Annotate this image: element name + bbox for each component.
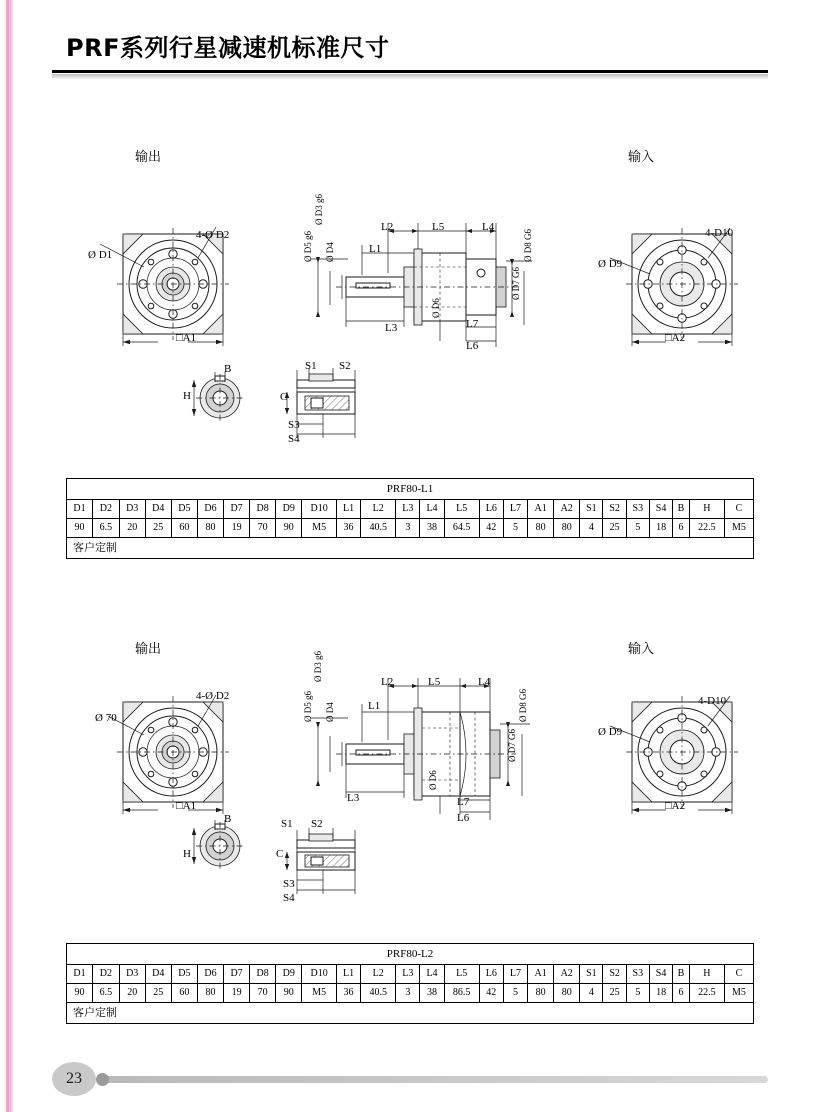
figure-bottom-s2-label: S2 xyxy=(311,818,323,830)
figure-bottom-a1-label: □A1 xyxy=(176,800,197,812)
figure-top-s4-label: S4 xyxy=(288,433,300,445)
column-header: S1 xyxy=(580,965,603,984)
figure-bottom-l7-label: L7 xyxy=(457,796,470,808)
table-cell: 60 xyxy=(171,984,197,1003)
table-cell: 18 xyxy=(649,519,672,538)
table-prf80-l2-caption: PRF80-L2 xyxy=(67,944,754,965)
figure-top-a2-label: □A2 xyxy=(665,332,686,344)
column-header: L5 xyxy=(444,965,479,984)
table-cell: 80 xyxy=(197,519,223,538)
table-cell: 6.5 xyxy=(93,519,120,538)
figure-bottom-d2-label: 4-Ø D2 xyxy=(196,690,230,702)
table-cell: 38 xyxy=(420,519,444,538)
column-header: D6 xyxy=(197,500,223,519)
table-cell: M5 xyxy=(724,984,753,1003)
table-prf80-l2-columns xyxy=(67,965,754,984)
figure-top-key-end-view xyxy=(182,370,252,430)
figure-bottom-l1-label: L1 xyxy=(368,700,381,712)
column-header: D9 xyxy=(276,500,302,519)
table-cell: 6 xyxy=(673,984,690,1003)
table-prf80-l1-caption-row xyxy=(67,479,754,500)
figure-top-d9-label: Ø D9 xyxy=(598,258,623,270)
table-cell: 20 xyxy=(119,519,145,538)
figure-top-h-label: H xyxy=(183,390,191,402)
print-edge-line xyxy=(6,0,9,1112)
figure-bottom-a2-label: □A2 xyxy=(665,800,686,812)
table-cell: 18 xyxy=(649,984,672,1003)
table-cell: 5 xyxy=(626,984,649,1003)
figure-bottom-h-label: H xyxy=(183,848,191,860)
figure-bottom-d8-label: Ø D8 G6 xyxy=(518,689,528,722)
table-prf80-l2-caption-row xyxy=(67,944,754,965)
figure-top-d2-label: 4-Ø D2 xyxy=(196,229,230,241)
table-cell: M5 xyxy=(302,519,337,538)
figure-bottom-d7-label: Ø D7 G6 xyxy=(507,729,517,762)
column-header: S1 xyxy=(580,500,603,519)
table-cell: 25 xyxy=(603,519,626,538)
table-prf80-l1-head xyxy=(67,479,754,519)
table-cell: 86.5 xyxy=(444,984,479,1003)
table-cell: 5 xyxy=(626,519,649,538)
figure-bottom-d3-label: Ø D3 g6 xyxy=(313,651,323,682)
column-header: A2 xyxy=(554,500,580,519)
table-note-row xyxy=(67,1003,754,1024)
figure-top-s1-label: S1 xyxy=(305,360,317,372)
column-header: D10 xyxy=(302,500,337,519)
column-header: L7 xyxy=(503,965,527,984)
column-header: D3 xyxy=(119,500,145,519)
figure-bottom-l6-label: L6 xyxy=(457,812,470,824)
table-cell: 42 xyxy=(479,519,503,538)
column-header: D1 xyxy=(67,965,93,984)
page-title: PRF系列行星减速机标准尺寸 xyxy=(66,34,390,62)
table-cell: 70 xyxy=(250,519,276,538)
table-prf80-l2-body xyxy=(67,984,754,1024)
figure-top-l2-label: L2 xyxy=(381,221,394,233)
table-cell: M5 xyxy=(302,984,337,1003)
table-cell: 4 xyxy=(580,519,603,538)
column-header: A2 xyxy=(554,965,580,984)
table-cell: 25 xyxy=(603,984,626,1003)
figure-top-l5-label: L5 xyxy=(432,221,445,233)
column-header: H xyxy=(689,500,724,519)
figure-top-d4-label: Ø D4 xyxy=(325,242,335,262)
figure-top-input-label: 输入 xyxy=(628,150,655,165)
table-cell: 70 xyxy=(250,984,276,1003)
title-divider xyxy=(52,70,768,73)
column-header: D3 xyxy=(119,965,145,984)
figure-bottom-l3-label: L3 xyxy=(347,792,360,804)
figure-top-d7-label: Ø D7 G6 xyxy=(511,267,521,300)
table-cell: 60 xyxy=(171,519,197,538)
table-prf80-l1-caption: PRF80-L1 xyxy=(67,479,754,500)
column-header: D8 xyxy=(250,965,276,984)
table-cell: 3 xyxy=(396,519,420,538)
column-header: L2 xyxy=(361,500,396,519)
figure-top-rear-view xyxy=(602,222,777,352)
table-cell: 38 xyxy=(420,984,444,1003)
figure-top-a1-label: □A1 xyxy=(176,332,197,344)
figure-bottom-d10-label: 4-D10 xyxy=(698,695,727,707)
figure-bottom-s3-label: S3 xyxy=(283,878,295,890)
figure-top-b-label: B xyxy=(224,363,232,375)
figure-bottom-d9-label: Ø D9 xyxy=(598,726,623,738)
figure-top-l1-label: L1 xyxy=(369,243,382,255)
page-number: 23 xyxy=(52,1062,96,1096)
column-header: L5 xyxy=(444,500,479,519)
table-cell: 80 xyxy=(528,519,554,538)
column-header: S4 xyxy=(649,965,672,984)
figure-bottom-l4-label: L4 xyxy=(478,676,491,688)
column-header: L3 xyxy=(396,500,420,519)
column-header: L4 xyxy=(420,965,444,984)
figure-top-d3-label: Ø D3 g6 xyxy=(314,194,324,225)
column-header: S2 xyxy=(603,500,626,519)
column-header: S4 xyxy=(649,500,672,519)
table-cell: 6.5 xyxy=(93,984,120,1003)
column-header: S3 xyxy=(626,965,649,984)
column-header: D5 xyxy=(171,500,197,519)
figure-bottom-output-label: 输出 xyxy=(135,642,162,657)
table-cell: 80 xyxy=(554,519,580,538)
figure-top-l4-label: L4 xyxy=(482,221,495,233)
table-note: 客户定制 xyxy=(67,1003,754,1024)
column-header: A1 xyxy=(528,965,554,984)
column-header: L3 xyxy=(396,965,420,984)
table-cell: 5 xyxy=(503,519,527,538)
table-prf80-l2 xyxy=(66,943,754,1024)
column-header: D10 xyxy=(302,965,337,984)
column-header: A1 xyxy=(528,500,554,519)
column-header: D1 xyxy=(67,500,93,519)
column-header: D5 xyxy=(171,965,197,984)
column-header: D9 xyxy=(276,965,302,984)
figure-top-d1-label: Ø D1 xyxy=(88,249,113,261)
column-header: C xyxy=(724,500,753,519)
table-cell: 20 xyxy=(119,984,145,1003)
table-cell: 36 xyxy=(336,984,360,1003)
table-cell: 36 xyxy=(336,519,360,538)
table-prf80-l2-head xyxy=(67,944,754,984)
column-header: L2 xyxy=(361,965,396,984)
table-prf80-l1-body xyxy=(67,519,754,559)
title-divider-shadow xyxy=(52,74,768,80)
column-header: D4 xyxy=(145,965,171,984)
figure-bottom-s1-label: S1 xyxy=(281,818,293,830)
figure-top-s3-label: S3 xyxy=(288,419,300,431)
column-header: D4 xyxy=(145,500,171,519)
figure-top-s2-label: S2 xyxy=(339,360,351,372)
column-header: B xyxy=(673,500,690,519)
figure-bottom-d5-label: Ø D5 g6 xyxy=(303,691,313,722)
table-cell: 6 xyxy=(673,519,690,538)
table-cell: 42 xyxy=(479,984,503,1003)
figure-bottom-d4-label: Ø D4 xyxy=(325,702,335,722)
figure-top-d10-label: 4-D10 xyxy=(705,227,734,239)
table-cell: 80 xyxy=(554,984,580,1003)
table-note-row xyxy=(67,538,754,559)
table-cell: 40.5 xyxy=(361,519,396,538)
figure-bottom-b-label: B xyxy=(224,813,232,825)
column-header: L6 xyxy=(479,500,503,519)
table-prf80-l1 xyxy=(66,478,754,559)
figure-top-d5-label: Ø D5 g6 xyxy=(303,231,313,262)
figure-top-d6-label: Ø D6 xyxy=(431,298,441,318)
table-cell: 90 xyxy=(67,984,93,1003)
footer-rule xyxy=(96,1076,768,1083)
figure-bottom-c-label: C xyxy=(276,848,284,860)
table-cell: 3 xyxy=(396,984,420,1003)
table-row xyxy=(67,519,754,538)
column-header: D2 xyxy=(93,500,120,519)
figure-bottom-s4-label: S4 xyxy=(283,892,295,904)
table-cell: 5 xyxy=(503,984,527,1003)
column-header: D7 xyxy=(224,965,250,984)
table-cell: 64.5 xyxy=(444,519,479,538)
table-cell: 4 xyxy=(580,984,603,1003)
table-cell: 90 xyxy=(276,519,302,538)
footer-dot xyxy=(96,1073,109,1086)
figure-bottom-l2-label: L2 xyxy=(381,676,394,688)
table-cell: 22.5 xyxy=(689,519,724,538)
column-header: L6 xyxy=(479,965,503,984)
column-header: L4 xyxy=(420,500,444,519)
column-header: D2 xyxy=(93,965,120,984)
table-row xyxy=(67,984,754,1003)
figure-top-l7-label: L7 xyxy=(466,318,479,330)
table-cell: 90 xyxy=(67,519,93,538)
table-cell: 22.5 xyxy=(689,984,724,1003)
figure-bottom-d6-label: Ø D6 xyxy=(428,770,438,790)
column-header: S3 xyxy=(626,500,649,519)
table-cell: 90 xyxy=(276,984,302,1003)
table-cell: 25 xyxy=(145,519,171,538)
figure-bottom-d1-label: Ø 70 xyxy=(95,712,117,724)
figure-bottom-l5-label: L5 xyxy=(428,676,441,688)
column-header: D7 xyxy=(224,500,250,519)
figure-top-output-label: 输出 xyxy=(135,150,162,165)
table-cell: 80 xyxy=(197,984,223,1003)
column-header: S2 xyxy=(603,965,626,984)
column-header: C xyxy=(724,965,753,984)
column-header: D8 xyxy=(250,500,276,519)
column-header: L1 xyxy=(336,965,360,984)
column-header: B xyxy=(673,965,690,984)
figure-top-l6-label: L6 xyxy=(466,340,479,352)
table-note: 客户定制 xyxy=(67,538,754,559)
table-cell: 40.5 xyxy=(361,984,396,1003)
figure-bottom-input-label: 输入 xyxy=(628,642,655,657)
figure-top-c-label: C xyxy=(280,391,288,403)
table-cell: 80 xyxy=(528,984,554,1003)
figure-top-d8-label: Ø D8 G6 xyxy=(523,229,533,262)
figure-bottom-key-end-view xyxy=(182,818,252,878)
table-cell: 19 xyxy=(224,519,250,538)
figure-bottom-rear-view xyxy=(602,690,777,820)
table-cell: M5 xyxy=(724,519,753,538)
column-header: L1 xyxy=(336,500,360,519)
table-prf80-l1-columns xyxy=(67,500,754,519)
table-cell: 25 xyxy=(145,984,171,1003)
table-cell: 19 xyxy=(224,984,250,1003)
column-header: D6 xyxy=(197,965,223,984)
column-header: H xyxy=(689,965,724,984)
figure-top-l3-label: L3 xyxy=(385,322,398,334)
column-header: L7 xyxy=(503,500,527,519)
